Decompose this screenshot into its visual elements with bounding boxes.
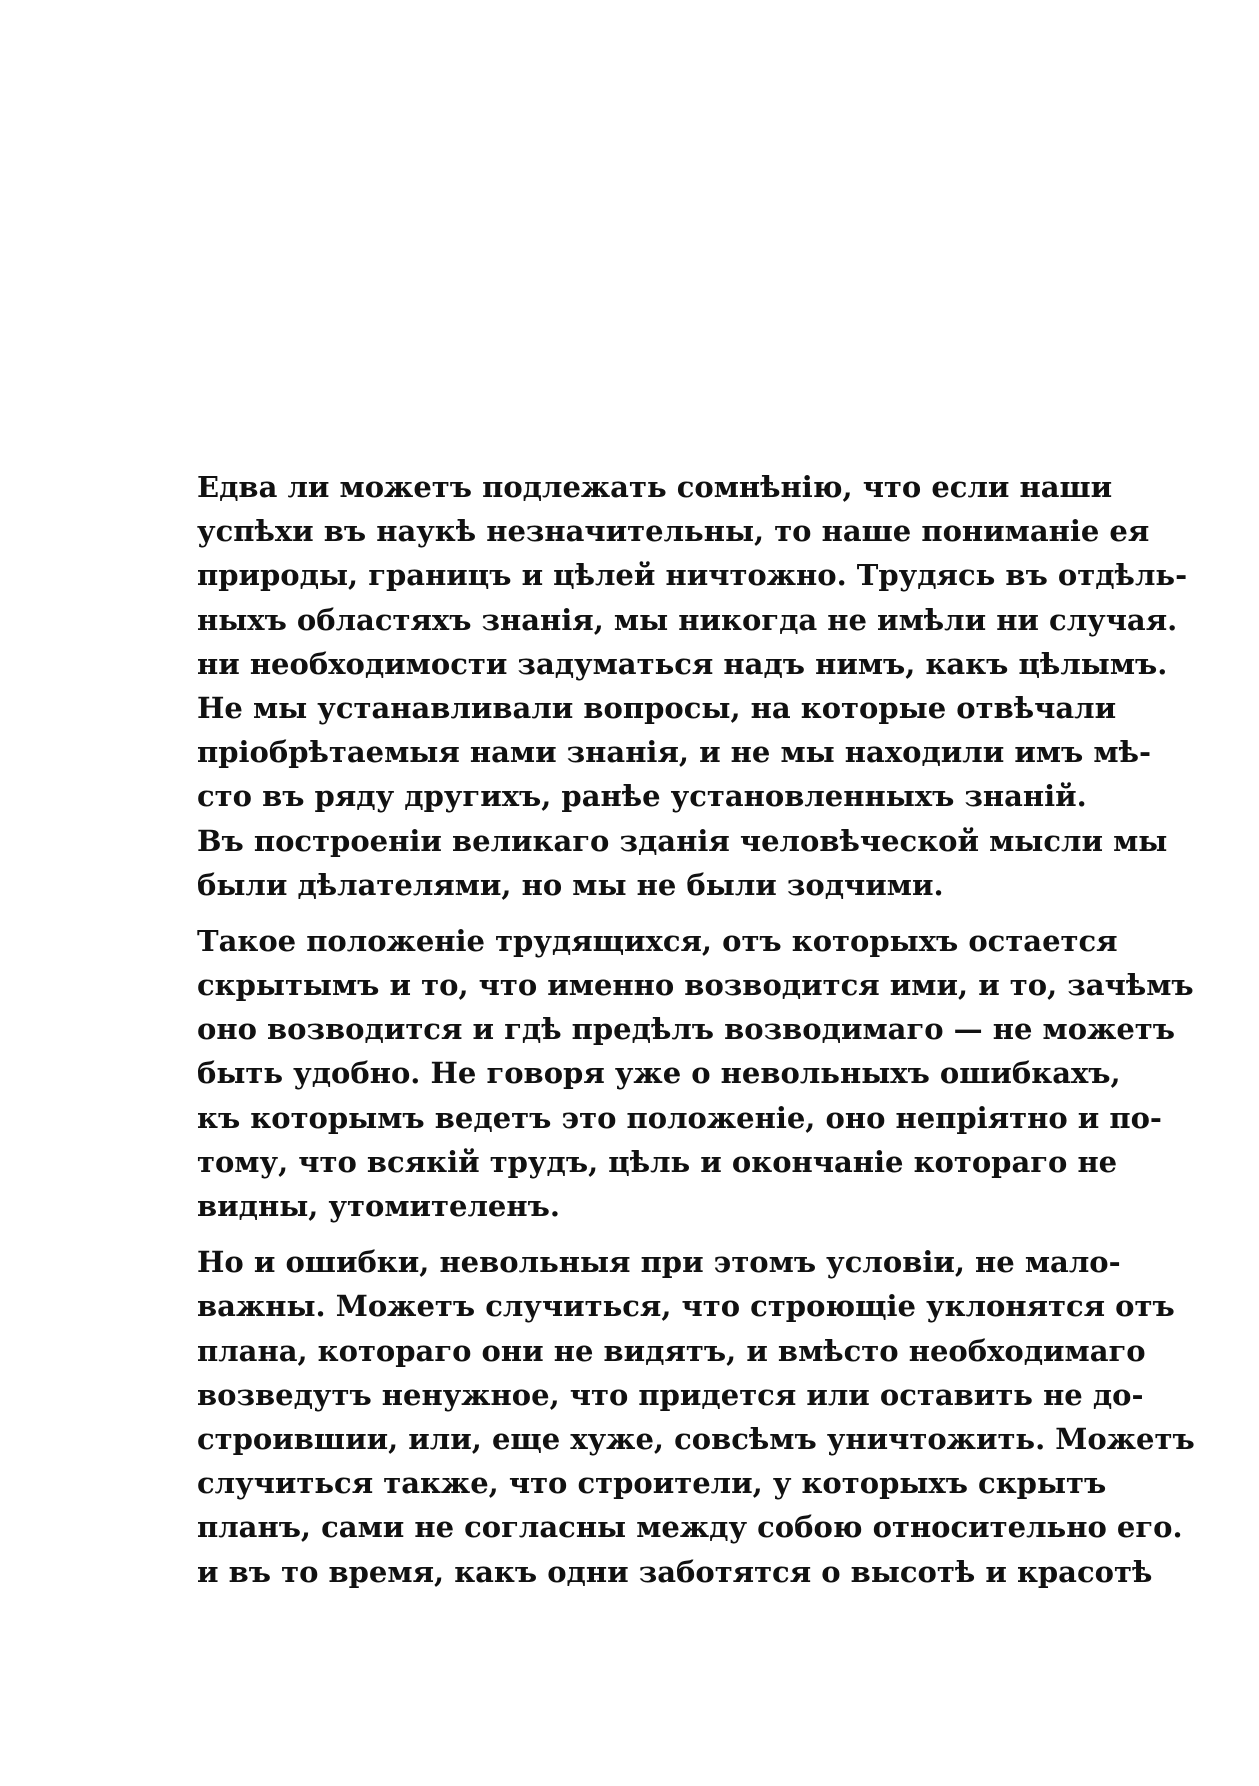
paragraph-3 xyxy=(197,1240,1195,1594)
text-line: оно возводится и гдѣ предѣлъ возводимаго — не можетъ xyxy=(197,1012,1176,1047)
text-line: пріобрѣтаемыя нами знанія, и не мы находили имъ мѣ- xyxy=(197,735,1151,770)
text-line: планъ, сами не согласны между собою относительно его. xyxy=(197,1510,1183,1545)
text-line: Такое положеніе трудящихся, отъ которыхъ остается xyxy=(197,923,1118,958)
text-line: были дѣлателями, но мы не были зодчими. xyxy=(197,867,944,902)
text-line: ни необходимости задуматься надъ нимъ, какъ цѣлымъ. xyxy=(197,646,1168,681)
text-line: важны. Можетъ случиться, что строющіе уклонятся отъ xyxy=(197,1289,1175,1324)
text-line: видны, утомителенъ. xyxy=(197,1189,560,1223)
text-line: и въ то время, какъ одни заботятся о высотѣ и красотѣ xyxy=(197,1554,1153,1589)
paragraph-1 xyxy=(197,465,1188,907)
text-line: строившии, или, еще хуже, совсѣмъ уничтожить. Можетъ xyxy=(197,1421,1195,1456)
text-line: природы, границъ и цѣлей ничтожно. Трудясь въ отдѣль- xyxy=(197,558,1188,593)
text-line: ныхъ областяхъ знанія, мы никогда не имѣли ни случая. xyxy=(197,602,1178,637)
text-line: Едва ли можетъ подлежать сомнѣнію, что если наши xyxy=(197,470,1113,504)
text-line: плана, котораго они не видятъ, и вмѣсто необходимаго xyxy=(197,1333,1146,1368)
text-line: Но и ошибки, невольныя при этомъ условіи, не мало- xyxy=(197,1245,1121,1280)
text-line: скрытымъ и то, что именно возводится ими, и то, зачѣмъ xyxy=(197,968,1194,1003)
text-line: сто въ ряду другихъ, ранѣе установленныхъ знаній. xyxy=(197,779,1087,814)
text-line: возведутъ ненужное, что придется или оставить не до- xyxy=(197,1377,1144,1412)
paragraph-2 xyxy=(197,919,1194,1228)
text-line: успѣхи въ наукѣ незначительны, то наше пониманіе ея xyxy=(197,514,1150,549)
text-line: случиться также, что строители, у которыхъ скрытъ xyxy=(197,1466,1107,1501)
text-line: Не мы устанавливали вопросы, на которые отвѣчали xyxy=(197,690,1117,725)
text-line: къ которымъ ведетъ это положеніе, оно непріятно и по- xyxy=(197,1100,1162,1135)
text-line: быть удобно. Не говоря уже о невольныхъ ошибкахъ, xyxy=(197,1056,1121,1091)
text-line: Въ построеніи великаго зданія человѣческой мысли мы xyxy=(197,823,1168,858)
text-line: тому, что всякій трудъ, цѣль и окончаніе котораго не xyxy=(197,1144,1118,1179)
body-text xyxy=(197,465,1195,1594)
